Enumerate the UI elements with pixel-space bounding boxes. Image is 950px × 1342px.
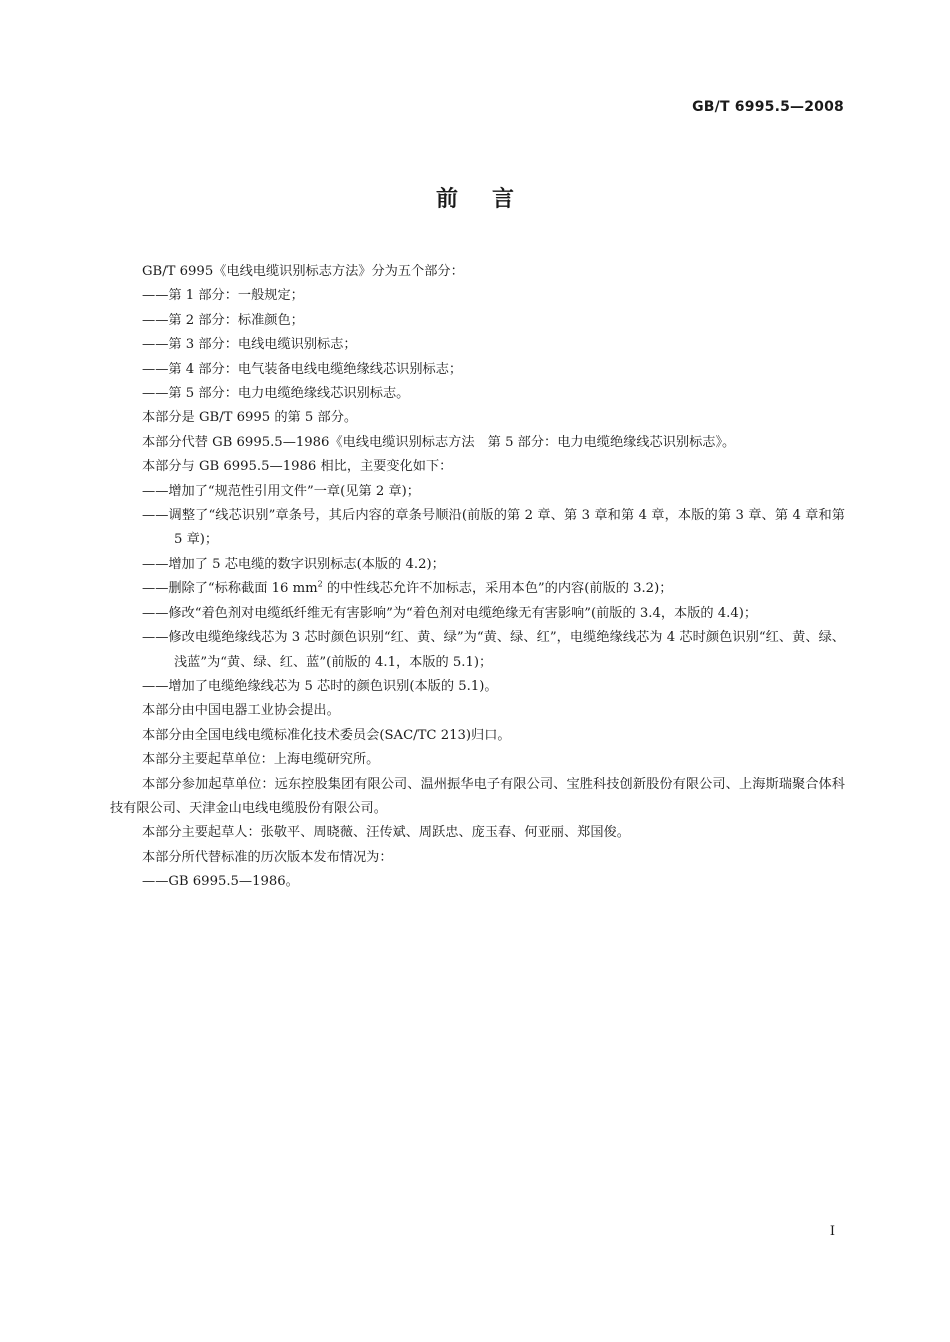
part-list-item: ——第 5 部分：电力电缆绝缘线芯识别标志。 (142, 386, 410, 402)
change-list-item: ——修改电缆绝缘线芯为 3 芯时颜色识别“红、黄、绿”为“黄、绿、红”，电缆绝缘线芯为 4 芯时颜色识别“红、黄、绿、浅蓝”为“黄、绿、红、蓝”(前版的 4.1，本版的 5.1)； (142, 630, 845, 670)
history-list-item: ——GB 6995.5—1986。 (142, 874, 299, 890)
part-list-item: ——第 1 部分：一般规定； (142, 288, 304, 304)
history-intro-paragraph: 本部分所代替标准的历次版本发布情况为： (142, 849, 393, 865)
change-list-item: ——增加了“规范性引用文件”一章(见第 2 章)； (142, 483, 420, 499)
part-list-item: ——第 4 部分：电气装备电线电缆绝缘线芯识别标志； (142, 361, 463, 377)
superscript: 2 (317, 579, 323, 589)
change-list-item (110, 577, 845, 601)
main-drafter-unit-paragraph: 本部分主要起草单位：上海电缆研究所。 (142, 752, 380, 768)
this-part-paragraph: 本部分是 GB/T 6995 的第 5 部分。 (142, 410, 358, 426)
change-list-item: ——修改“着色剂对电缆纸纤维无有害影响”为“着色剂对电缆绝缘无有害影响”(前版的 3.4，本版的 4.4)； (142, 605, 758, 621)
page-title: 前言 (435, 187, 548, 212)
proposed-by-paragraph: 本部分由中国电器工业协会提出。 (142, 703, 340, 719)
change-list-item: ——增加了 5 芯电缆的数字识别标志(本版的 4.2)； (142, 556, 445, 572)
intro-paragraph: GB/T 6995《电线电缆识别标志方法》分为五个部分： (142, 264, 464, 279)
participating-units-paragraph: 本部分参加起草单位：远东控股集团有限公司、温州振华电子有限公司、宝胜科技创新股份有限公司、上海斯瑞聚合体科技有限公司、天津金山电线电缆股份有限公司。 (110, 776, 845, 816)
change-text-before: ——删除了“标称截面 16 mm (142, 581, 318, 597)
changes-intro-paragraph: 本部分与 GB 6995.5—1986 相比，主要变化如下： (142, 459, 453, 475)
replaces-paragraph: 本部分代替 GB 6995.5—1986《电线电缆识别标志方法 第 5 部分：电力电缆绝缘线芯识别标志》。 (142, 434, 736, 450)
main-drafters-paragraph: 本部分主要起草人：张敬平、周晓薇、汪传斌、周跃忠、庞玉春、何亚丽、郑国俊。 (142, 825, 630, 841)
change-text-after: 的中性线芯允许不加标志，采用本色”的内容(前版的 3.2)； (322, 581, 673, 597)
part-list-item: ——第 2 部分：标准颜色； (142, 312, 304, 328)
standard-number: GB/T 6995.5—2008 (692, 99, 844, 115)
part-list-item: ——第 3 部分：电线电缆识别标志； (142, 337, 357, 353)
centralized-by-paragraph: 本部分由全国电线电缆标准化技术委员会(SAC/TC 213)归口。 (142, 727, 511, 743)
change-list-item: ——增加了电缆绝缘线芯为 5 芯时的颜色识别(本版的 5.1)。 (142, 678, 498, 694)
change-list-item: ——调整了“线芯识别”章条号，其后内容的章条号顺沿(前版的第 2 章、第 3 章和第 4 章，本版的第 3 章、第 4 章和第 5 章)； (142, 508, 845, 548)
document-body (110, 260, 845, 895)
page-number: I (829, 1224, 835, 1239)
